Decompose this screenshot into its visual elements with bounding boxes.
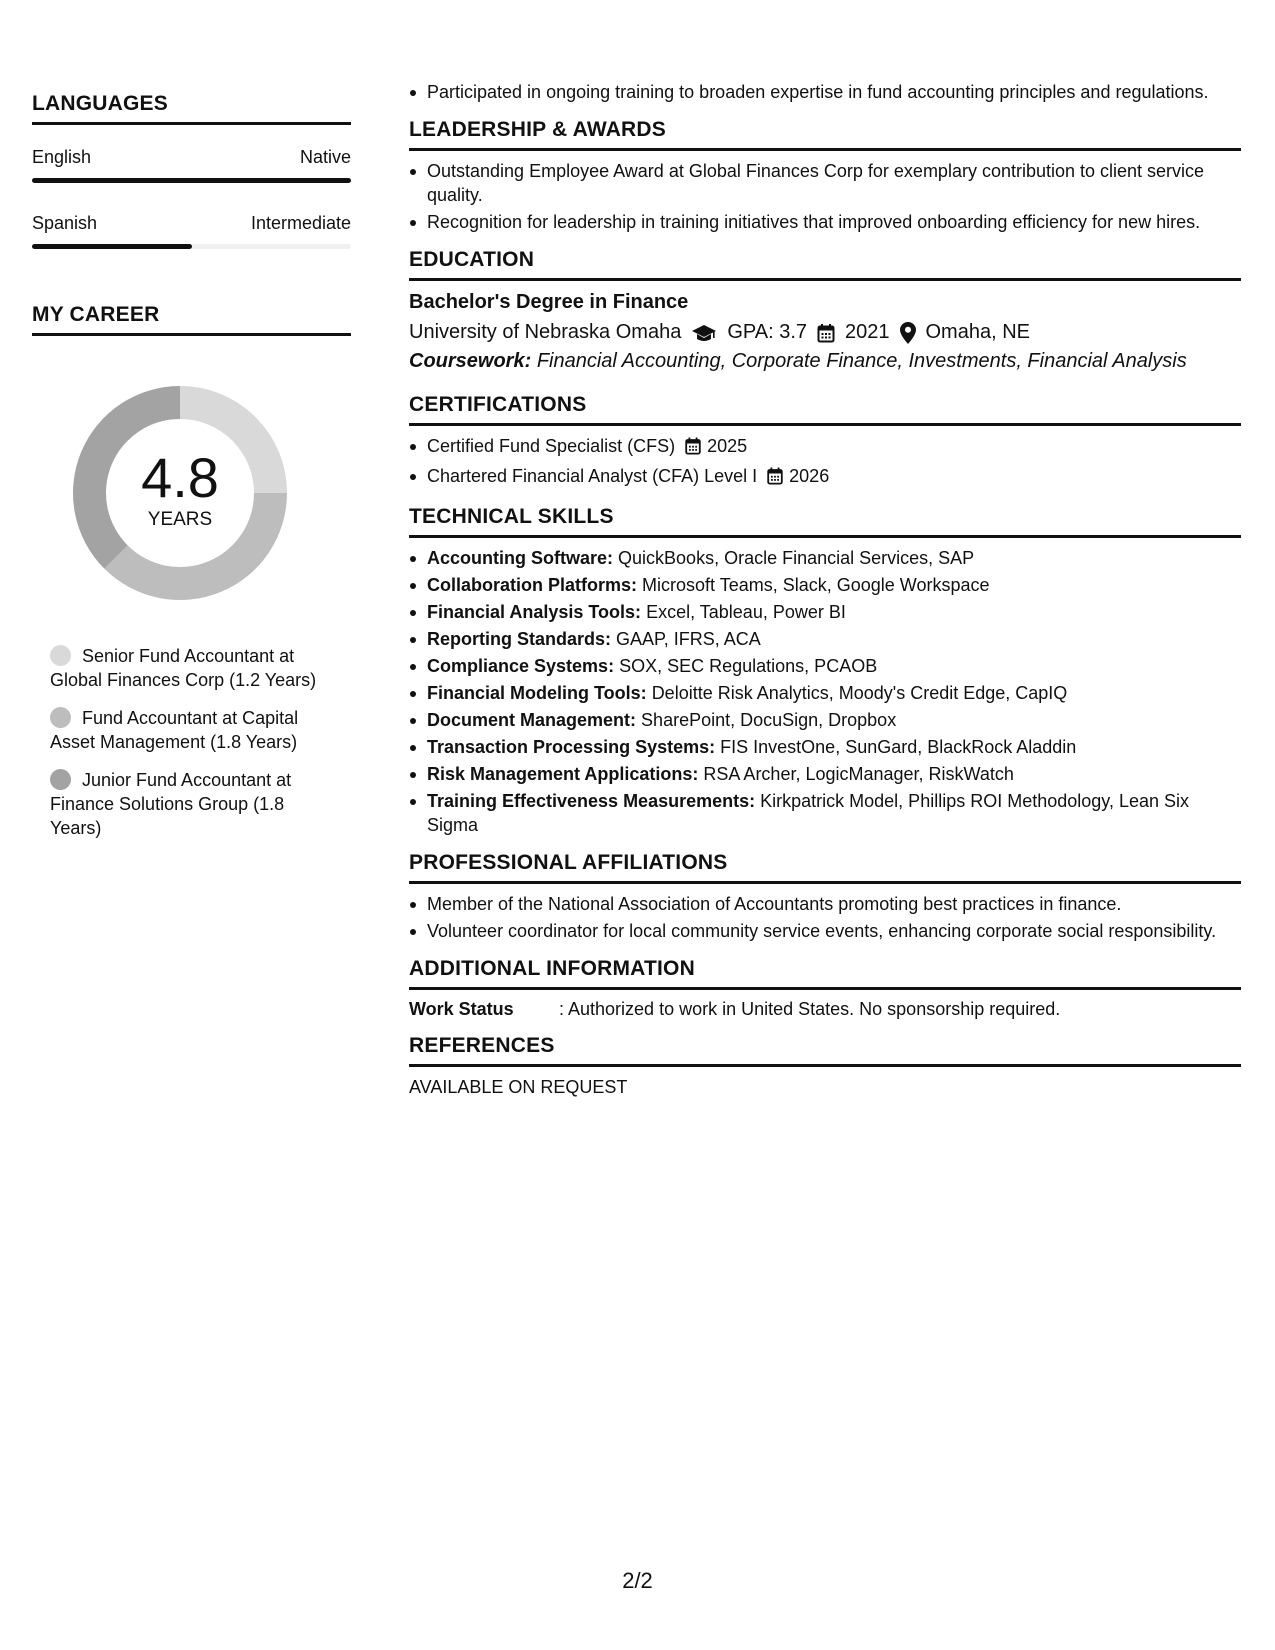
certification-name: Certified Fund Specialist (CFS) bbox=[427, 436, 676, 456]
language-item bbox=[32, 213, 351, 249]
skill-item bbox=[409, 654, 1241, 678]
skills-list bbox=[409, 546, 1241, 837]
skill-label: Collaboration Platforms: bbox=[427, 575, 638, 595]
skill-item bbox=[409, 546, 1241, 570]
career-legend bbox=[50, 644, 340, 840]
skill-item bbox=[409, 708, 1241, 732]
skill-item bbox=[409, 600, 1241, 624]
page-number: 2/2 bbox=[622, 1568, 653, 1593]
skill-label: Financial Modeling Tools: bbox=[427, 683, 647, 703]
language-proficiency-bar bbox=[32, 244, 351, 249]
language-level: Native bbox=[299, 147, 351, 167]
education-details bbox=[409, 321, 1241, 344]
skill-value: GAAP, IFRS, ACA bbox=[616, 629, 761, 649]
certification-year: 2025 bbox=[707, 436, 748, 456]
skill-value: FIS InvestOne, SunGard, BlackRock Aladdin bbox=[720, 737, 1077, 757]
skill-item bbox=[409, 573, 1241, 597]
skill-value: Deloitte Risk Analytics, Moody's Credit Edge, CapIQ bbox=[651, 683, 1068, 703]
references-heading: REFERENCES bbox=[409, 1034, 1241, 1067]
education-degree: Bachelor's Degree in Finance bbox=[409, 291, 689, 313]
legend-label: Senior Fund Accountant at Global Finances Corp (1.2 Years) bbox=[50, 646, 317, 690]
certifications-list bbox=[409, 434, 1241, 491]
skill-item bbox=[409, 735, 1241, 759]
calendar-icon bbox=[817, 323, 835, 343]
language-proficiency-fill bbox=[32, 178, 351, 183]
skill-item bbox=[409, 627, 1241, 651]
education-coursework bbox=[409, 350, 1241, 373]
education-heading: EDUCATION bbox=[409, 248, 1241, 281]
career-legend-item bbox=[50, 706, 340, 754]
affiliation-bullet: Volunteer coordinator for local community service events, enhancing corporate social responsibility. bbox=[409, 919, 1241, 943]
skill-item bbox=[409, 762, 1241, 786]
career-legend-item bbox=[50, 644, 340, 692]
education-gpa: GPA: 3.7 bbox=[727, 321, 807, 343]
education-year: 2021 bbox=[845, 321, 890, 343]
affiliation-bullet: Member of the National Association of Accountants promoting best practices in finance. bbox=[409, 892, 1241, 916]
certification-year: 2026 bbox=[789, 466, 830, 486]
certification-item bbox=[409, 434, 1241, 461]
skill-value: SharePoint, DocuSign, Dropbox bbox=[641, 710, 897, 730]
education-school: University of Nebraska Omaha bbox=[409, 321, 682, 343]
skill-value: RSA Archer, LogicManager, RiskWatch bbox=[703, 764, 1014, 784]
skill-value: SOX, SEC Regulations, PCAOB bbox=[619, 656, 878, 676]
skill-item bbox=[409, 789, 1241, 837]
skill-label: Risk Management Applications: bbox=[427, 764, 699, 784]
left-column bbox=[32, 92, 351, 854]
skill-label: Reporting Standards: bbox=[427, 629, 612, 649]
career-heading: MY CAREER bbox=[32, 303, 351, 336]
languages-heading: LANGUAGES bbox=[32, 92, 351, 125]
references-text: AVAILABLE ON REQUEST bbox=[409, 1077, 628, 1097]
right-column bbox=[409, 80, 1241, 1098]
language-item bbox=[32, 147, 351, 183]
skill-value: QuickBooks, Oracle Financial Services, SAP bbox=[618, 548, 975, 568]
language-list bbox=[32, 147, 351, 249]
skill-value: Microsoft Teams, Slack, Google Workspace bbox=[642, 575, 990, 595]
location-pin-icon bbox=[900, 322, 916, 344]
additional-heading: ADDITIONAL INFORMATION bbox=[409, 957, 1241, 990]
skill-label: Training Effectiveness Measurements: bbox=[427, 791, 756, 811]
affiliations-heading: PROFESSIONAL AFFILIATIONS bbox=[409, 851, 1241, 884]
leadership-list bbox=[409, 159, 1241, 234]
legend-dot-icon bbox=[50, 645, 71, 666]
legend-dot-icon bbox=[50, 707, 71, 728]
skill-value: Kirkpatrick Model, Phillips ROI Methodology, Lean Six Sigma bbox=[427, 791, 1189, 835]
certification-name: Chartered Financial Analyst (CFA) Level I bbox=[427, 466, 758, 486]
career-legend-item bbox=[50, 768, 340, 840]
work-status bbox=[409, 999, 1241, 1020]
legend-label: Fund Accountant at Capital Asset Management (1.8 Years) bbox=[50, 708, 299, 752]
legend-label: Junior Fund Accountant at Finance Solutions Group (1.8 Years) bbox=[50, 770, 292, 838]
career-total-unit: YEARS bbox=[147, 509, 213, 530]
skill-value: Excel, Tableau, Power BI bbox=[646, 602, 846, 622]
work-status-label: Work Status bbox=[409, 999, 514, 1019]
leadership-bullet: Outstanding Employee Award at Global Finances Corp for exemplary contribution to client service quality. bbox=[409, 159, 1241, 207]
skill-item bbox=[409, 681, 1241, 705]
leadership-bullet: Recognition for leadership in training initiatives that improved onboarding efficiency for new hires. bbox=[409, 210, 1241, 234]
graduation-cap-icon bbox=[691, 323, 717, 343]
leadership-heading: LEADERSHIP & AWARDS bbox=[409, 118, 1241, 151]
experience-bullet: Participated in ongoing training to broaden expertise in fund accounting principles and regulations. bbox=[409, 80, 1241, 104]
coursework-label: Coursework: bbox=[409, 350, 532, 372]
skills-heading: TECHNICAL SKILLS bbox=[409, 505, 1241, 538]
skill-label: Accounting Software: bbox=[427, 548, 614, 568]
language-name: Spanish bbox=[32, 213, 98, 233]
language-proficiency-bar bbox=[32, 178, 351, 183]
affiliations-list bbox=[409, 892, 1241, 943]
coursework-value: Financial Accounting, Corporate Finance, Investments, Financial Analysis bbox=[536, 350, 1187, 372]
calendar-icon bbox=[685, 437, 701, 461]
skill-label: Transaction Processing Systems: bbox=[427, 737, 716, 757]
work-status-value: : Authorized to work in United States. No sponsorship required. bbox=[559, 999, 1061, 1019]
legend-dot-icon bbox=[50, 769, 71, 790]
skill-label: Compliance Systems: bbox=[427, 656, 615, 676]
skill-label: Document Management: bbox=[427, 710, 637, 730]
language-level: Intermediate bbox=[250, 213, 351, 233]
certifications-heading: CERTIFICATIONS bbox=[409, 393, 1241, 426]
language-proficiency-fill bbox=[32, 244, 192, 249]
career-donut-chart bbox=[65, 378, 295, 608]
experience-bullets bbox=[409, 80, 1241, 104]
career-total-value: 4.8 bbox=[141, 446, 219, 509]
education-location: Omaha, NE bbox=[925, 321, 1030, 343]
calendar-icon bbox=[767, 467, 783, 491]
skill-label: Financial Analysis Tools: bbox=[427, 602, 642, 622]
certification-item bbox=[409, 464, 1241, 491]
language-name: English bbox=[32, 147, 92, 167]
